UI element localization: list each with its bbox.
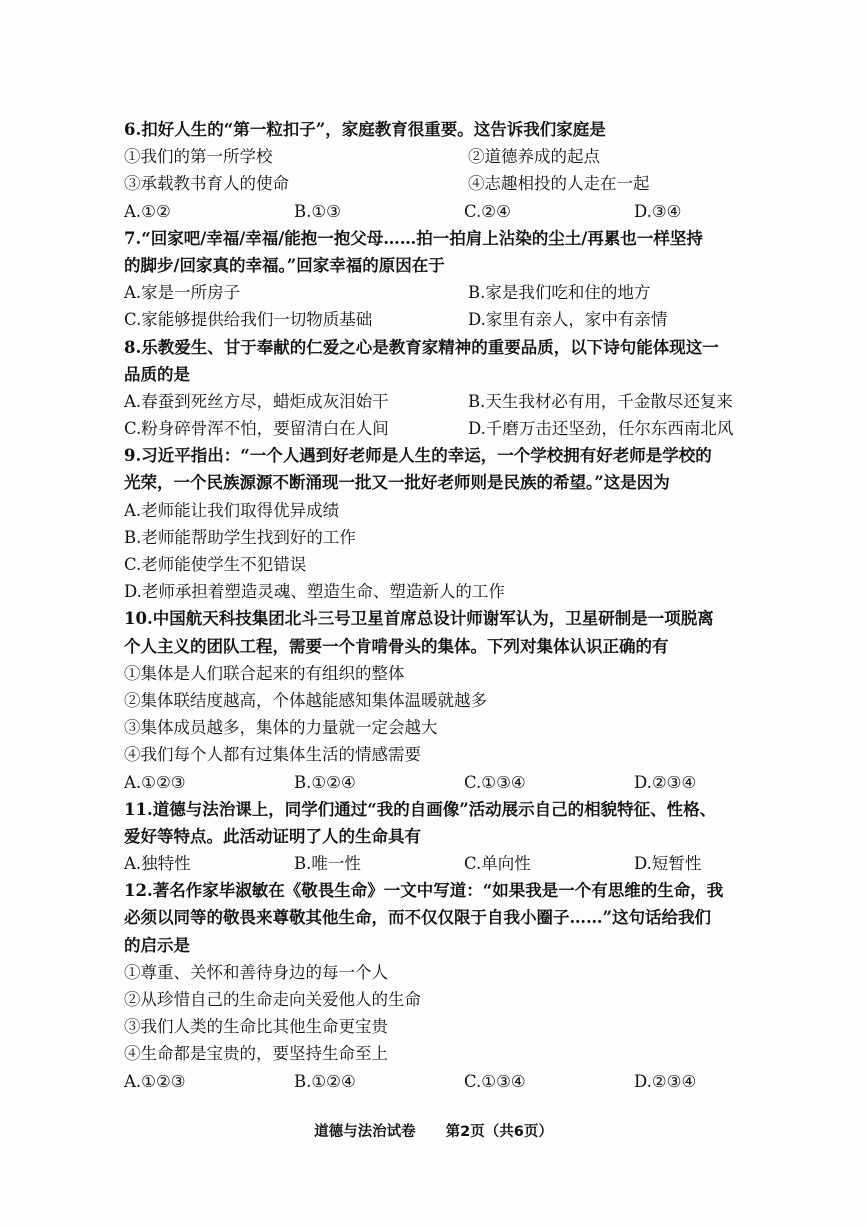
option-a: A.①②③ — [124, 1071, 186, 1091]
option-c: C.单向性 — [464, 854, 531, 874]
option-c: C.粉身碎骨浑不怕，要留清白在人间 — [124, 419, 389, 439]
option-c: C.①③④ — [464, 1071, 526, 1091]
option-c: C.家能够提供给我们一切物质基础 — [124, 310, 373, 330]
q7-stem-line-1: 7.“回家吧/幸福/幸福/能抱一抱父母……拍一拍肩上沾染的尘土/再累也一样坚持 — [124, 228, 703, 248]
option-c: C.①③④ — [464, 772, 526, 792]
q8-options-row-2 — [124, 415, 749, 442]
page-footer — [0, 1120, 867, 1141]
q9-stem-line-2: 光荣，一个民族源源不断涌现一批又一批好老师则是民族的希望。”这是因为 — [124, 473, 670, 493]
q10-stem-line-1: 10.中国航天科技集团北斗三号卫星首席总设计师谢军认为，卫星研制是一项脱离 — [124, 609, 714, 629]
q12-item: ④生命都是宝贵的，要坚持生命至上 — [124, 1044, 388, 1064]
q12-stem-line-3: 的启示是 — [124, 935, 190, 955]
option-a: A.独特性 — [124, 854, 191, 874]
q12-stem-line-1: 12.著名作家毕淑敏在《敬畏生命》一文中写道：“如果我是一个有思维的生命，我 — [124, 881, 724, 901]
q10-item: ③集体成员越多，集体的力量就一定会越大 — [124, 718, 438, 738]
q6-items-row-2 — [124, 170, 749, 197]
option-b: B.家是我们吃和住的地方 — [468, 283, 651, 303]
option-d: D.短暂性 — [634, 854, 702, 874]
q6-item: ④志趣相投的人走在一起 — [468, 174, 650, 194]
q7-options-row-2 — [124, 306, 749, 333]
q6-options — [124, 198, 749, 225]
q12-item: ③我们人类的生命比其他生命更宝贵 — [124, 1017, 388, 1037]
q6-item: ②道德养成的起点 — [468, 147, 600, 167]
q10-item: ②集体联结度越高，个体越能感知集体温暖就越多 — [124, 690, 487, 710]
option-b: B.唯一性 — [294, 854, 361, 874]
q10-options — [124, 769, 749, 796]
q8-options-row-1 — [124, 388, 749, 415]
q10-stem-line-2: 个人主义的团队工程，需要一个肯啃骨头的集体。下列对集体认识正确的有 — [124, 636, 669, 656]
q8-stem-line-2: 品质的是 — [124, 364, 190, 384]
q6-item: ③承载教书育人的使命 — [124, 174, 289, 194]
footer-subject: 道德与法治试卷 — [314, 1124, 416, 1140]
option-c: C.②④ — [464, 201, 511, 221]
option-d: D.③④ — [634, 201, 682, 221]
footer-page-number: 第2页（共6页） — [445, 1124, 553, 1140]
q6-item: ①我们的第一所学校 — [124, 147, 273, 167]
q12-stem-line-2: 必须以同等的敬畏来尊敬其他生命，而不仅仅限于自我小圈子……”这句话给我们 — [124, 908, 711, 928]
option-d: D.②③④ — [634, 772, 697, 792]
q7-stem-line-2: 的脚步/回家真的幸福。”回家幸福的原因在于 — [124, 255, 445, 275]
option-b: B.①②④ — [294, 1071, 356, 1091]
option-b: B.老师能帮助学生找到好的工作 — [124, 527, 356, 547]
q10-item: ④我们每个人都有过集体生活的情感需要 — [124, 745, 421, 765]
q11-options — [124, 850, 749, 877]
q8-stem-line-1: 8.乐教爱生、甘于奉献的仁爱之心是教育家精神的重要品质，以下诗句能体现这一 — [124, 337, 719, 357]
q6-items-row-1 — [124, 143, 749, 170]
option-a: A.①②③ — [124, 772, 186, 792]
q12-options — [124, 1068, 749, 1095]
option-a: A.春蚕到死丝方尽，蜡炬成灰泪始干 — [124, 391, 389, 411]
q12-item: ①尊重、关怀和善待身边的每一个人 — [124, 962, 388, 982]
option-d: D.家里有亲人，家中有亲情 — [468, 310, 668, 330]
q10-item: ①集体是人们联合起来的有组织的整体 — [124, 663, 405, 683]
q6-stem: 6.扣好人生的“第一粒扣子”，家庭教育很重要。这告诉我们家庭是 — [124, 120, 606, 139]
option-b: B.①③ — [294, 201, 341, 221]
q11-stem-line-2: 爱好等特点。此活动证明了人的生命具有 — [124, 826, 421, 846]
option-c: C.老师能使学生不犯错误 — [124, 555, 307, 574]
option-b: B.①②④ — [294, 772, 356, 792]
option-a: A.①② — [124, 201, 171, 221]
option-d: D.②③④ — [634, 1071, 697, 1091]
q11-stem-line-1: 11.道德与法治课上，同学们通过“我的自画像”活动展示自己的相貌特征、性格、 — [124, 799, 717, 819]
q7-options-row-1 — [124, 279, 749, 306]
option-d: D.千磨万击还坚劲，任尔东西南北风 — [468, 419, 734, 439]
option-d: D.老师承担着塑造灵魂、塑造生命、塑造新人的工作 — [124, 582, 505, 602]
questions — [124, 116, 749, 1095]
q9-stem-line-1: 9.习近平指出：“一个人遇到好老师是人生的幸运，一个学校拥有好老师是学校的 — [124, 446, 712, 466]
option-b: B.天生我材必有用，千金散尽还复来 — [468, 391, 733, 411]
q12-item: ②从珍惜自己的生命走向关爱他人的生命 — [124, 990, 421, 1009]
option-a: A.老师能让我们取得优异成绩 — [124, 500, 340, 520]
option-a: A.家是一所房子 — [124, 283, 241, 303]
